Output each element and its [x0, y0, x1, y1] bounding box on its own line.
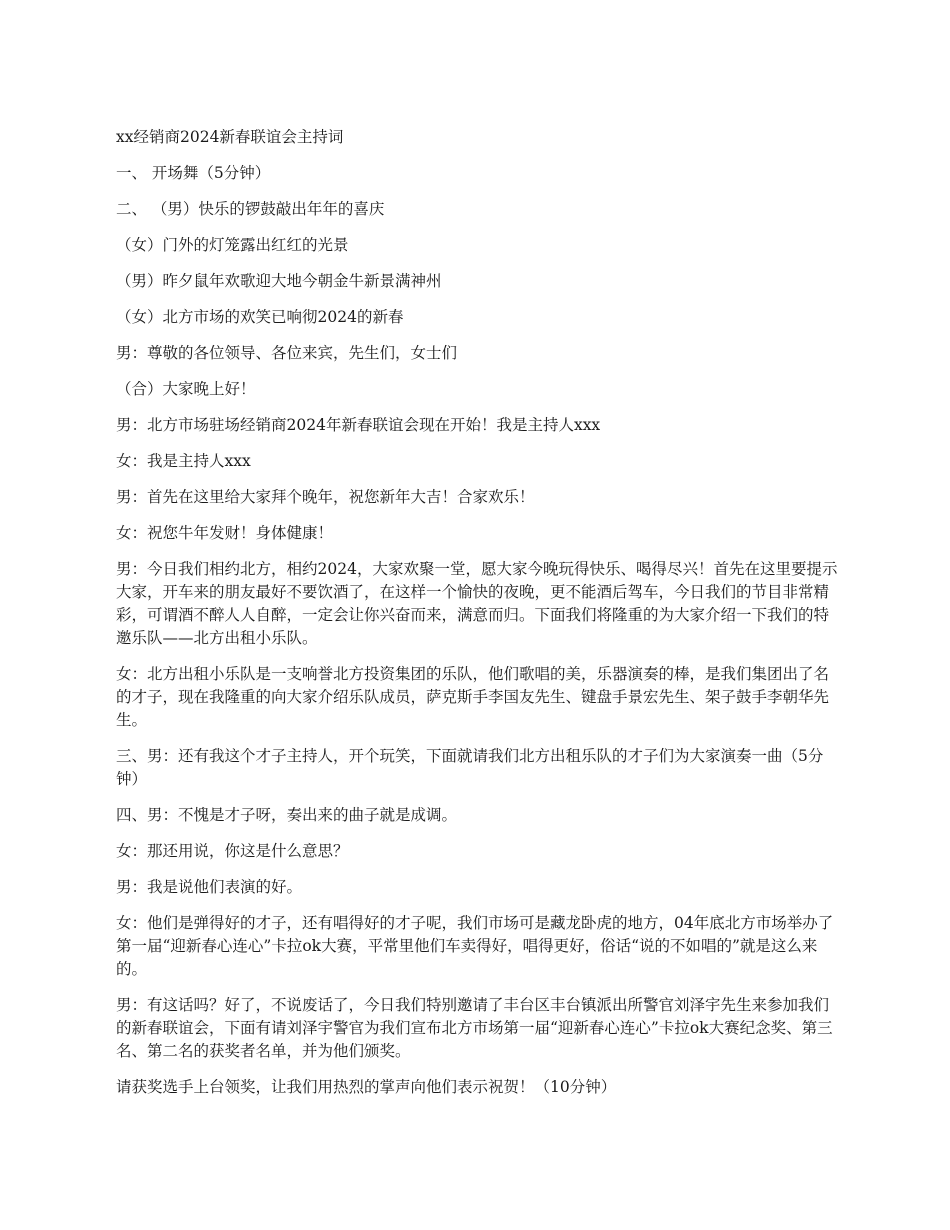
- paragraph: 女：祝您牛年发财！身体健康！: [116, 524, 334, 542]
- paragraph: （女）门外的灯笼露出红红的光景: [116, 236, 349, 254]
- paragraph: 女：北方出租小乐队是一支响誉北方投资集团的乐队，他们歌唱的美，乐器演奏的棒，是我们集团出了名的才子，现在我隆重的向大家介绍乐队成员，萨克斯手李国友先生、键盘手景宏先生、架子鼓手李朝华先生。: [116, 665, 830, 729]
- paragraph: 三、男：还有我这个才子主持人，开个玩笑，下面就请我们北方出租乐队的才子们为大家演奏一曲（5分钟）: [116, 747, 824, 788]
- paragraph: 男：今日我们相约北方，相约2024，大家欢聚一堂，愿大家今晚玩得快乐、喝得尽兴！首先在这里要提示大家，开车来的朋友最好不要饮酒了，在这样一个愉快的夜晚，更不能酒后驾车，今日我们的节目非常精彩，可谓酒不醉人人自醉，一定会让你兴奋而来，满意而归。下面我们将隆重的为大家介绍一下我们的特邀乐队——北方出租小乐队。: [116, 560, 838, 647]
- paragraph: 二、 （男）快乐的锣鼓敲出年年的喜庆: [116, 200, 385, 218]
- paragraph: 男：我是说他们表演的好。: [116, 878, 303, 896]
- paragraph: 四、男：不愧是才子呀，奏出来的曲子就是成调。: [116, 806, 458, 824]
- paragraph: 男：尊敬的各位领导、各位来宾，先生们，女士们: [116, 344, 458, 362]
- document-title: xx经销商2024新春联谊会主持词: [116, 128, 344, 146]
- paragraph: 男：有这话吗？好了，不说废话了，今日我们特别邀请了丰台区丰台镇派出所警官刘泽宇先生来参加我们的新春联谊会，下面有请刘泽宇警官为我们宣布北方市场第一届“迎新春心连心”卡拉ok大赛纪念奖、第三名、第二名的获奖者名单，并为他们颁奖。: [116, 996, 833, 1060]
- paragraph: 女：那还用说，你这是什么意思？: [116, 842, 349, 860]
- paragraph: 一、 开场舞（5分钟）: [116, 164, 271, 182]
- paragraph: （女）北方市场的欢笑已响彻2024的新春: [116, 308, 404, 326]
- paragraph: 女：他们是弹得好的才子，还有唱得好的才子呢，我们市场可是藏龙卧虎的地方，04年底北方市场举办了第一届“迎新春心连心”卡拉ok大赛，平常里他们车卖得好，唱得更好，俗话“说的不如唱的”就是这么来的。: [116, 914, 834, 978]
- paragraph: 女：我是主持人xxx: [116, 452, 251, 470]
- document-body: [116, 126, 841, 1112]
- paragraph: 请获奖选手上台领奖，让我们用热烈的掌声向他们表示祝贺！（10分钟）: [116, 1078, 617, 1096]
- paragraph: （男）昨夕鼠年欢歌迎大地今朝金牛新景满神州: [116, 272, 442, 290]
- paragraph: 男：首先在这里给大家拜个晚年，祝您新年大吉！合家欢乐！: [116, 488, 535, 506]
- paragraph: （合）大家晚上好！: [116, 380, 256, 398]
- paragraph: 男：北方市场驻场经销商2024年新春联谊会现在开始！我是主持人xxx: [116, 416, 601, 434]
